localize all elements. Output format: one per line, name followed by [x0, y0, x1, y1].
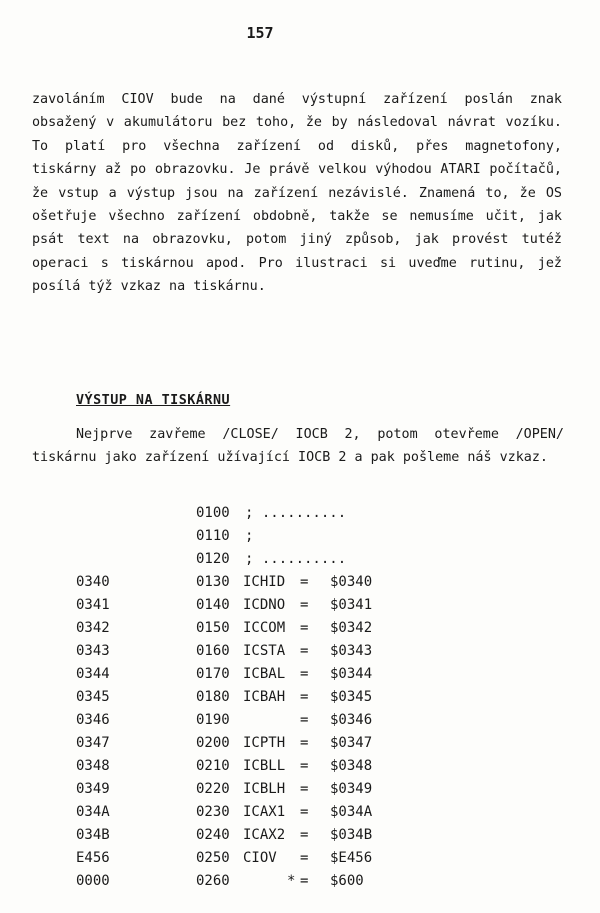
address: E456 — [76, 850, 110, 866]
line-number: 0190 — [196, 712, 230, 728]
address: 0343 — [76, 643, 110, 659]
comment: ; .......... — [245, 551, 347, 567]
listing-row — [0, 571, 600, 594]
operator: = — [300, 666, 309, 682]
symbol-value: $0349 — [330, 781, 373, 797]
address: 0340 — [76, 574, 110, 590]
line-number: 0160 — [196, 643, 230, 659]
address: 034A — [76, 804, 110, 820]
listing-row — [0, 801, 600, 824]
symbol-value: $034A — [330, 804, 373, 820]
comment: ; — [245, 528, 254, 544]
operator: = — [300, 873, 309, 889]
symbol-label: ICHID — [243, 574, 286, 590]
address: 0346 — [76, 712, 110, 728]
line-number: 0220 — [196, 781, 230, 797]
intro-paragraph: zavoláním CIOV bude na dané výstupní zařízení poslán znak obsažený v akumulátoru bez toho, že by následoval návrat vozíku. To platí pro všechna zařízení od disků, přes magnetofony, tiskárny až po obrazovku. Je právě velkou výhodou ATARI počítačů, že vstup a výstup jsou na zařízení nezávislé. Znamená to, že OS ošetřuje všechno zařízení obdobně, takže se nemusíme učit, jak psát text na obrazovku, potom jiný způsob, jak provést tutéž operaci s tiskárnou apod. Pro ilustraci si uveďme rutinu, jež posílá týž vzkaz na tiskárnu. — [32, 92, 562, 295]
line-number: 0100 — [196, 505, 230, 521]
listing-row — [0, 824, 600, 847]
operator: = — [300, 574, 309, 590]
line-number: 0260 — [196, 873, 230, 889]
symbol-label: ICBAL — [243, 666, 286, 682]
listing-row — [0, 778, 600, 801]
symbol-label: ICAX2 — [243, 827, 286, 843]
address: 0347 — [76, 735, 110, 751]
listing-row — [0, 847, 600, 870]
line-number: 0120 — [196, 551, 230, 567]
operator: = — [300, 781, 309, 797]
section-paragraph: Nejprve zavřeme /CLOSE/ IOCB 2, potom otevřeme /OPEN/ tiskárnu jako zařízení užívající IOCB 2 a pak pošleme náš vzkaz. — [32, 427, 564, 466]
operator: = — [300, 712, 309, 728]
line-number: 0140 — [196, 597, 230, 613]
address: 0000 — [76, 873, 110, 889]
line-number: 0110 — [196, 528, 230, 544]
comment: ; .......... — [245, 505, 347, 521]
operator: = — [300, 620, 309, 636]
symbol-label: ICBLH — [243, 781, 286, 797]
operator: = — [300, 643, 309, 659]
page-number: 157 — [246, 24, 274, 42]
listing-row — [0, 709, 600, 732]
listing-comment-row — [0, 548, 600, 571]
listing-row — [0, 755, 600, 778]
operator: = — [300, 758, 309, 774]
line-number: 0170 — [196, 666, 230, 682]
symbol-value: $0343 — [330, 643, 373, 659]
address: 0341 — [76, 597, 110, 613]
listing-row — [0, 617, 600, 640]
symbol-label: ICPTH — [243, 735, 286, 751]
operator: = — [300, 850, 309, 866]
address: 034B — [76, 827, 110, 843]
address: 0349 — [76, 781, 110, 797]
listing-origin-row — [0, 870, 600, 893]
line-number: 0130 — [196, 574, 230, 590]
operator: = — [300, 735, 309, 751]
listing-comment-row — [0, 502, 600, 525]
symbol-label: ICBLL — [243, 758, 286, 774]
symbol-value: $0346 — [330, 712, 373, 728]
origin-value: $600 — [330, 873, 364, 889]
operator: = — [300, 689, 309, 705]
assembly-listing — [0, 502, 600, 893]
symbol-value: $0347 — [330, 735, 373, 751]
symbol-label: ICAX1 — [243, 804, 286, 820]
line-number: 0200 — [196, 735, 230, 751]
line-number: 0150 — [196, 620, 230, 636]
address: 0348 — [76, 758, 110, 774]
section-heading: VÝSTUP NA TISKÁRNU — [76, 393, 231, 408]
symbol-value: $E456 — [330, 850, 373, 866]
line-number: 0240 — [196, 827, 230, 843]
line-number: 0180 — [196, 689, 230, 705]
symbol-label: ICSTA — [243, 643, 286, 659]
operator: = — [300, 597, 309, 613]
listing-row — [0, 732, 600, 755]
operator: = — [300, 827, 309, 843]
line-number: 0230 — [196, 804, 230, 820]
listing-row — [0, 640, 600, 663]
listing-row — [0, 594, 600, 617]
address: 0344 — [76, 666, 110, 682]
listing-comment-row — [0, 525, 600, 548]
symbol-label: ICCOM — [243, 620, 286, 636]
symbol-value: $034B — [330, 827, 373, 843]
symbol-value: $0342 — [330, 620, 373, 636]
location-counter: * — [287, 873, 296, 889]
operator: = — [300, 804, 309, 820]
symbol-label: CIOV — [243, 850, 277, 866]
listing-row — [0, 686, 600, 709]
symbol-label: ICBAH — [243, 689, 286, 705]
symbol-value: $0348 — [330, 758, 373, 774]
listing-row — [0, 663, 600, 686]
symbol-value: $0345 — [330, 689, 373, 705]
address: 0342 — [76, 620, 110, 636]
symbol-label: ICDNO — [243, 597, 286, 613]
symbol-value: $0344 — [330, 666, 373, 682]
line-number: 0210 — [196, 758, 230, 774]
address: 0345 — [76, 689, 110, 705]
symbol-value: $0340 — [330, 574, 373, 590]
symbol-value: $0341 — [330, 597, 373, 613]
line-number: 0250 — [196, 850, 230, 866]
